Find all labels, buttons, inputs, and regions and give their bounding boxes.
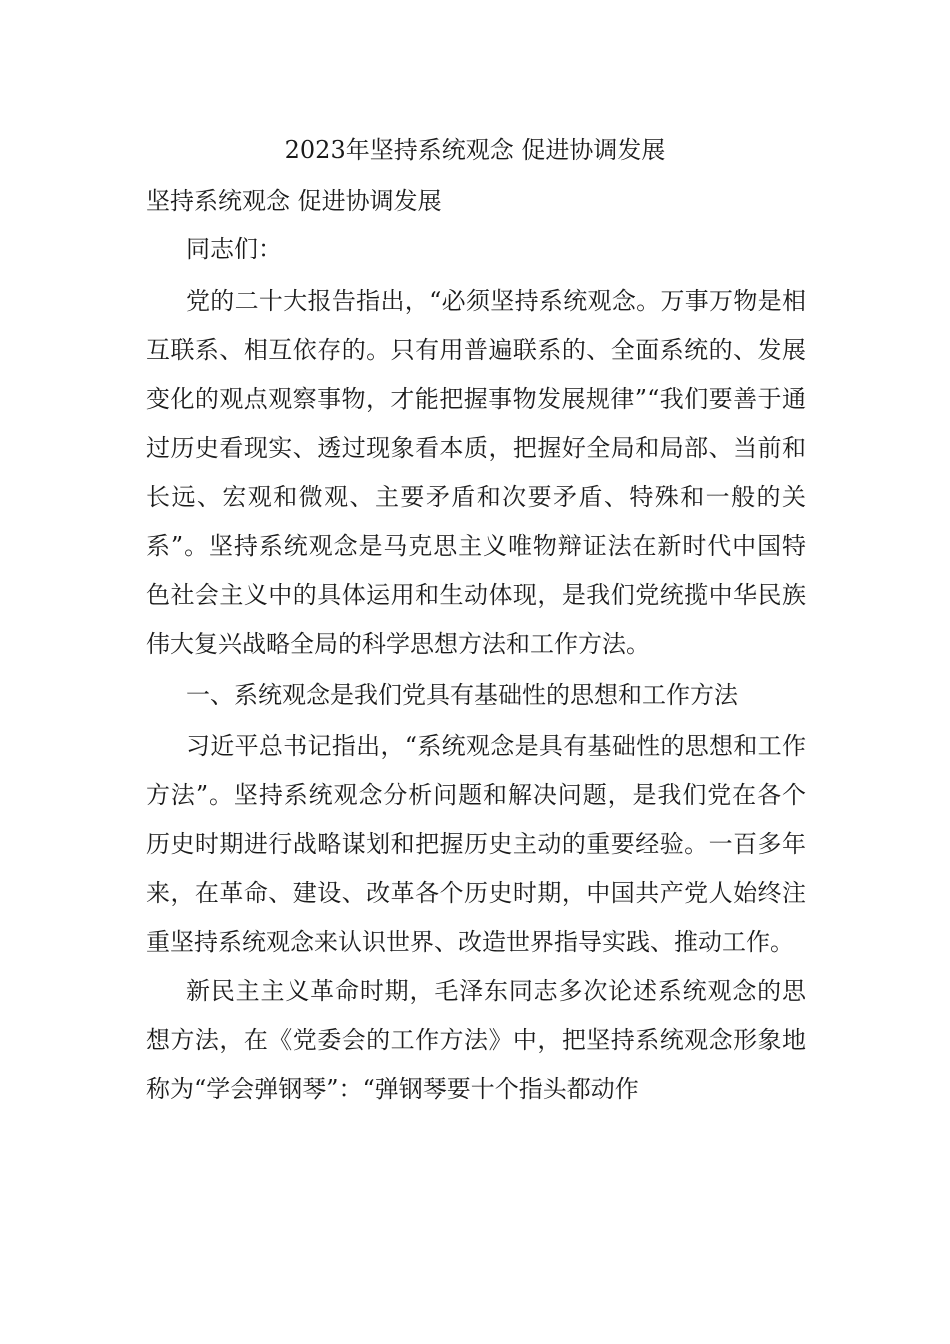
paragraph: 习近平总书记指出，“系统观念是具有基础性的思想和工作方法”。坚持系统观念分析问题和解决问题，是我们党在各个历史时期进行战略谋划和把握历史主动的重要经验。一百多年来，在革命、建设、改革各个历史时期，中国共产党人始终注重坚持系统观念来认识世界、改造世界指导实践、推动工作。 [146,732,806,956]
salutation: 同志们： [186,235,282,263]
paragraph: 新民主主义革命时期，毛泽东同志多次论述系统观念的思想方法，在《党委会的工作方法》中，把坚持系统观念形象地称为“学会弹钢琴”：“弹钢琴要十个指头都动作 [146,977,806,1103]
paragraph: 党的二十大报告指出，“必须坚持系统观念。万事万物是相互联系、相互依存的。只有用普遍联系的、全面系统的、发展变化的观点观察事物，才能把握事物发展规律”“我们要善于通过历史看现实、透过现象看本质，把握好全局和局部、当前和长远、宏观和微观、主要矛盾和次要矛盾、特殊和一般的关系”。坚持系统观念是马克思主义唯物辩证法在新时代中国特色社会主义中的具体运用和生动体现，是我们党统揽中华民族伟大复兴战略全局的科学思想方法和工作方法。 [146,287,806,658]
document-subtitle: 坚持系统观念 促进协调发展 [146,187,442,215]
section-heading: 一、系统观念是我们党具有基础性的思想和工作方法 [186,681,738,709]
document-body [146,229,806,1114]
document-title: 2023年坚持系统观念 促进协调发展 [284,136,666,164]
